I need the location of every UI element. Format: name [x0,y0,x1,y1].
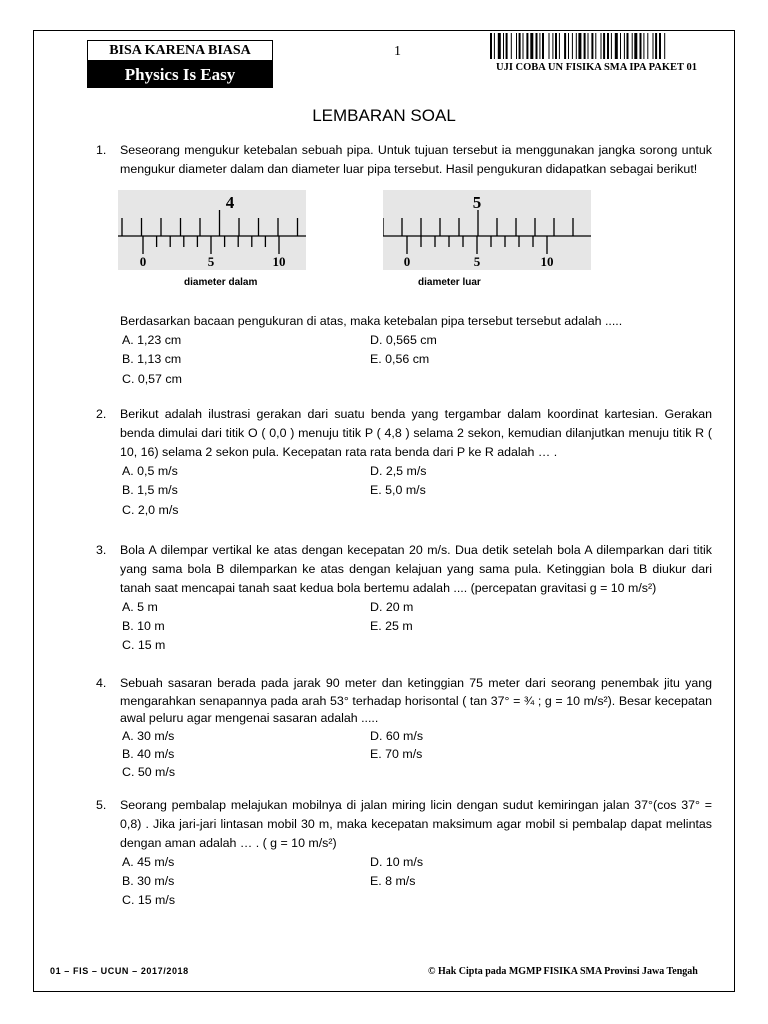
barcode-bar [549,33,550,59]
vernier-label-0: 0 [139,254,147,269]
caliper-figure-inner [118,190,306,270]
option-e: E. 70 m/s [370,746,423,761]
question-3 [96,541,712,658]
barcode-bar [498,33,501,59]
barcode-bar [643,33,644,59]
barcode-bar [511,33,512,59]
option-b: B. 30 m/s [122,874,175,888]
question-followup: Berdasarkan bacaan pengukuran di atas, maka ketebalan pipa tersebut tersebut adalah ..... [120,314,623,328]
option-e: E. 8 m/s [370,874,416,888]
barcode-bar [653,33,654,59]
barcode-bar [490,33,492,59]
option-e: E. 25 m [370,619,413,633]
option-a: A. 0,5 m/s [122,464,178,478]
barcode-bar [506,33,508,59]
barcode-bar [523,33,524,59]
options [122,853,712,913]
option-b: B. 10 m [122,619,165,633]
question-number: 5. [96,798,107,812]
option-c: C. 50 m/s [122,764,176,779]
option-d: D. 60 m/s [370,728,424,743]
option-c: C. 2,0 m/s [122,503,179,517]
barcode-bar [615,33,618,59]
barcode-bar [632,33,633,59]
options [122,331,712,391]
barcode-bar [526,33,528,59]
barcode-bar [494,33,495,59]
barcode-bar [664,33,665,59]
question-number: 3. [96,543,107,557]
question-stem: Bola A dilempar vertikal ke atas dengan kecepatan 20 m/s. Dua detik setelah bola A dilemparkan dari titik yang sama bola B dilemparkan ke atas dengan kelajuan yang sama pula. Ketinggian bola B diukur dari tanah saat mencapai tanah saat kedua bola bertemu adalah .... (percepatan gravitasi g = 10 m/s²) [120,543,712,595]
barcode-bar [503,33,504,59]
barcode-bar [595,33,596,59]
barcode-icon [490,33,722,59]
barcode-bar [647,33,648,59]
main-scale-label: 5 [472,193,482,212]
vernier-label-5: 5 [207,254,215,269]
option-b: B. 1,5 m/s [122,483,178,497]
barcode-bar [516,33,517,59]
page-number: 1 [394,44,401,59]
option-a: A. 5 m [122,600,158,614]
barcode-bar [634,33,637,59]
options [122,598,712,658]
question-stem: Seorang pembalap melajukan mobilnya di jalan miring licin dengan sudut kemiringan jalan 37°(cos 37° = 0,8) . Jika jari-jari lintasan mobil 30 m, maka kecepatan maksimum agar mobil si pembalap dapat melintas dengan aman adalah … . ( g = 10 m/s²) [120,798,712,850]
question-1 [96,141,712,179]
exam-title: UJI COBA UN FISIKA SMA IPA PAKET 01 [496,62,697,73]
barcode-bar [620,33,621,59]
barcode-bar [530,33,533,59]
sheet-title: LEMBARAN SOAL [312,106,456,125]
barcode-bar [627,33,629,59]
barcode-bar [519,33,521,59]
question-5 [96,796,712,913]
option-a: A. 45 m/s [122,855,175,869]
barcode-bar [555,33,557,59]
caliper-figure-outer [383,190,591,270]
options [122,728,712,784]
option-c: C. 15 m [122,638,166,652]
brand-tagline: BISA KARENA BIASA [87,40,273,61]
barcode-bar [568,33,569,59]
barcode-bar [601,33,602,59]
option-a: A. 1,23 cm [122,333,182,347]
question-stem: Berikut adalah ilustrasi gerakan dari suatu benda yang tergambar dalam koordinat kartesian. Gerakan benda dimulai dari titik O ( 0,0 ) menuju titik P ( 4,8 ) selama 2 sekon, kemudian dilanjutkan menuju titik R ( 10, 16) selama 2 sekon pula. Kecepatan rata rata benda dari P ke R adalah … . [120,407,712,459]
option-a: A. 30 m/s [122,728,175,743]
brand-name: Physics Is Easy [87,61,273,88]
barcode-bar [536,33,538,59]
barcode-bar [564,33,566,59]
option-d: D. 10 m/s [370,855,424,869]
footer-copyright: © Hak Cipta pada MGMP FISIKA SMA Provinsi Jawa Tengah [428,966,698,977]
barcode-bar [539,33,540,59]
option-e: E. 0,56 cm [370,352,430,366]
option-d: D. 20 m [370,600,414,614]
barcode-bar [607,33,609,59]
option-b: B. 40 m/s [122,746,175,761]
barcode-bar [659,33,661,59]
vernier-label-10: 10 [272,254,286,269]
barcode-bar [576,33,577,59]
option-c: C. 0,57 cm [122,372,182,386]
options [122,462,712,522]
barcode-bar [552,33,553,59]
option-d: D. 2,5 m/s [370,464,427,478]
barcode-bar [611,33,612,59]
barcode-bar [584,33,586,59]
option-e: E. 5,0 m/s [370,483,426,497]
barcode-bar [624,33,625,59]
barcode-bar [640,33,642,59]
barcode-bar [603,33,605,59]
main-scale-label: 4 [225,193,235,212]
option-c: C. 15 m/s [122,893,176,907]
question-number: 1. [96,143,107,157]
caliper-caption-outer: diameter luar [418,277,481,288]
vernier-label-5: 5 [473,254,481,269]
question-4 [96,675,712,784]
option-d: D. 0,565 cm [370,333,437,347]
vernier-label-0: 0 [403,254,411,269]
option-b: B. 1,13 cm [122,352,182,366]
barcode-bar [542,33,544,59]
barcode-bar [588,33,589,59]
barcode-bar [559,33,560,59]
barcode-bar [655,33,657,59]
barcode-bar [572,33,573,59]
question-2 [96,405,712,522]
vernier-label-10: 10 [540,254,554,269]
barcode-bar [591,33,593,59]
question-1-followup [96,312,712,391]
caliper-caption-inner: diameter dalam [184,277,258,288]
brand-box [87,40,273,88]
question-number: 4. [96,676,107,690]
question-stem: Sebuah sasaran berada pada jarak 90 meter dan ketinggian 75 meter dari seorang penembak jitu yang mengarahkan senapannya pada arah 53° terhadap horisontal ( tan 37° = ¾ ; g = 10 m/s²). Besar kecepatan awal peluru agar mengenai sasaran adalah ..... [120,676,712,725]
barcode-bar [578,33,581,59]
question-number: 2. [96,407,107,421]
question-stem: Seseorang mengukur ketebalan sebuah pipa. Untuk tujuan tersebut ia menggunakan jangka sorong untuk mengukur diameter dalam dan diameter luar pipa tersebut. Hasil pengukuran didapatkan sebagai berikut! [120,143,712,176]
footer-code: 01 – FIS – UCUN – 2017/2018 [50,966,189,976]
